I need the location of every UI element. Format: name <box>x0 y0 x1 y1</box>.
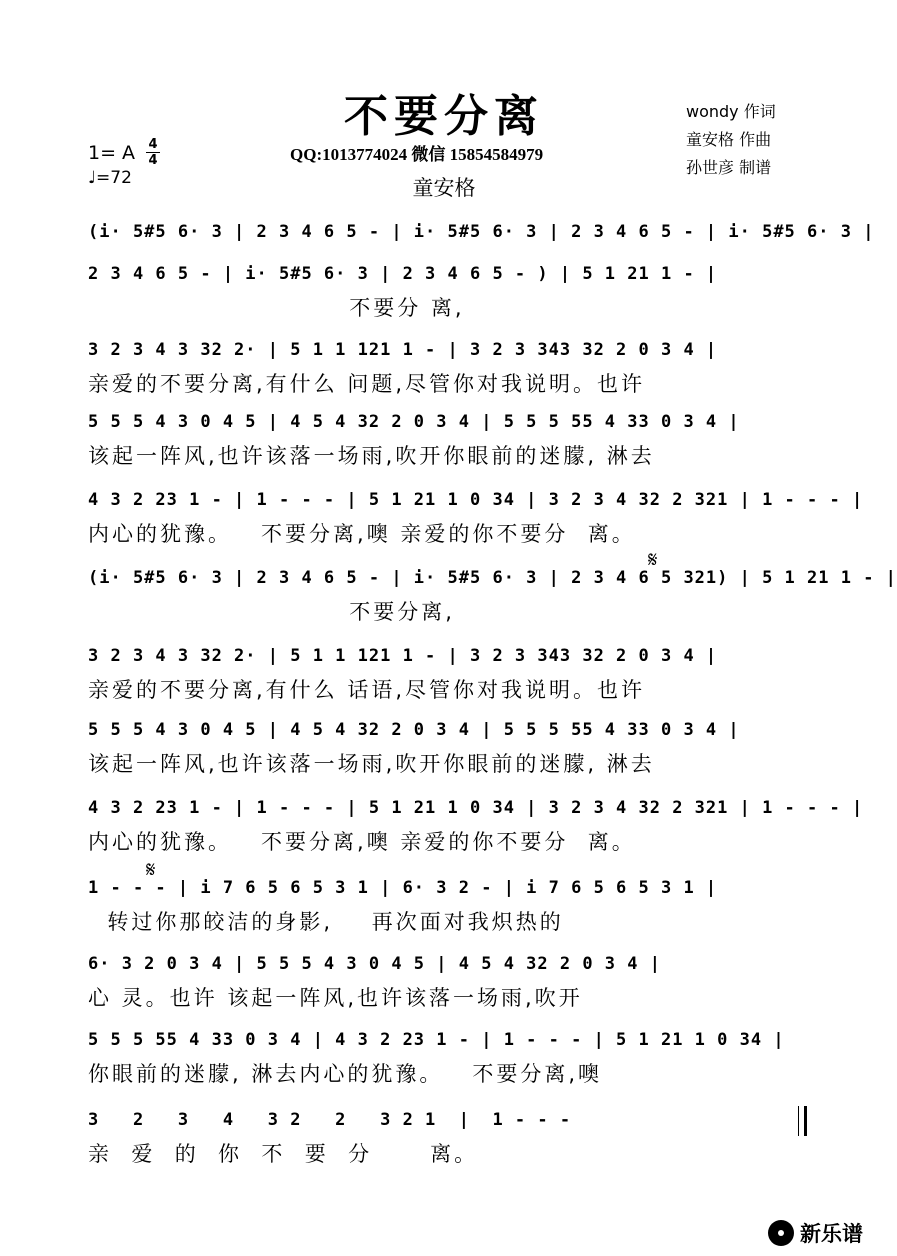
lyric-line-11: 心 灵。也许 该起一阵风,也许该落一场雨,吹开 <box>88 986 583 1010</box>
singer-name: 童安格 <box>412 176 476 200</box>
song-title: 不要分离 <box>344 91 544 142</box>
contact-info: QQ:1013774024 微信 15854584979 <box>290 145 544 164</box>
notation-line-12: 5 5 5 55 4 33 0 3 4 | 4 3 2 23 1 - | 1 - - - | 5 1 21 1 0 34 | <box>88 1030 785 1050</box>
notation-line-1: (i· 5#5 6· 3 | 2 3 4 6 5 - | i· 5#5 6· 3 | 2 3 4 6 5 - | i· 5#5 6· 3 | <box>88 222 875 242</box>
arranger-credit: 孙世彦 制谱 <box>686 158 772 177</box>
segno-mark-2: 𝄋 <box>146 858 156 883</box>
lyric-line-7: 亲爱的不要分离,有什么 话语,尽管你对我说明。也许 <box>88 678 646 702</box>
lyric-line-5: 内心的犹豫。 不要分离,噢 亲爱的你不要分 离。 <box>88 522 636 546</box>
notation-line-5: 4 3 2 23 1 - | 1 - - - | 5 1 21 1 0 34 | 3 2 3 4 32 2 321 | 1 - - - | <box>88 490 864 510</box>
disc-icon <box>768 1220 794 1246</box>
final-barline <box>798 1106 807 1136</box>
time-signature <box>146 138 160 167</box>
notation-line-4: 5 5 5 4 3 0 4 5 | 4 5 4 32 2 0 3 4 | 5 5 5 55 4 33 0 3 4 | <box>88 412 740 432</box>
site-logo <box>768 1218 863 1248</box>
lyric-line-13: 亲 爱 的 你 不 要 分 离。 <box>88 1142 479 1166</box>
lyricist-credit: wondy 作词 <box>686 102 776 121</box>
lyric-line-2: 不要分 离, <box>88 296 465 320</box>
composer-credit: 童安格 作曲 <box>686 130 772 149</box>
time-denominator: 4 <box>148 153 158 168</box>
time-numerator: 4 <box>148 137 158 152</box>
notation-line-11: 6· 3 2 0 3 4 | 5 5 5 4 3 0 4 5 | 4 5 4 32 2 0 3 4 | <box>88 954 661 974</box>
notation-line-8: 5 5 5 4 3 0 4 5 | 4 5 4 32 2 0 3 4 | 5 5 5 55 4 33 0 3 4 | <box>88 720 740 740</box>
key-signature: 1= A <box>88 142 136 164</box>
lyric-line-8: 该起一阵风,也许该落一场雨,吹开你眼前的迷朦, 淋去 <box>88 752 655 776</box>
segno-mark-1: 𝄋 <box>648 548 658 573</box>
lyric-line-10: 转过你那皎洁的身影, 再次面对我炽热的 <box>88 910 564 934</box>
notation-line-2: 2 3 4 6 5 - | i· 5#5 6· 3 | 2 3 4 6 5 - ) | 5 1 21 1 - | <box>88 264 718 284</box>
notation-line-6: (i· 5#5 6· 3 | 2 3 4 6 5 - | i· 5#5 6· 3 | 2 3 4 6 5 321) | 5 1 21 1 - | <box>88 568 897 588</box>
notation-line-9: 4 3 2 23 1 - | 1 - - - | 5 1 21 1 0 34 | 3 2 3 4 32 2 321 | 1 - - - | <box>88 798 864 818</box>
lyric-line-4: 该起一阵风,也许该落一场雨,吹开你眼前的迷朦, 淋去 <box>88 444 655 468</box>
logo-text: 新乐谱 <box>800 1222 863 1246</box>
lyric-line-9: 内心的犹豫。 不要分离,噢 亲爱的你不要分 离。 <box>88 830 636 854</box>
notation-line-3: 3 2 3 4 3 32 2· | 5 1 1 121 1 - | 3 2 3 343 32 2 0 3 4 | <box>88 340 718 360</box>
tempo-marking: ♩=72 <box>88 168 132 188</box>
lyric-line-6: 不要分离, <box>88 600 455 624</box>
lyric-line-3: 亲爱的不要分离,有什么 问题,尽管你对我说明。也许 <box>88 372 646 396</box>
lyric-line-12: 你眼前的迷朦, 淋去内心的犹豫。 不要分离,噢 <box>88 1062 603 1086</box>
notation-line-10: 1 - - - | i 7 6 5 6 5 3 1 | 6· 3 2 - | i 7 6 5 6 5 3 1 | <box>88 878 718 898</box>
credits <box>686 98 776 182</box>
notation-line-13: 3 2 3 4 3 2 2 3 2 1 | 1 - - - <box>88 1110 572 1130</box>
notation-line-7: 3 2 3 4 3 32 2· | 5 1 1 121 1 - | 3 2 3 343 32 2 0 3 4 | <box>88 646 718 666</box>
